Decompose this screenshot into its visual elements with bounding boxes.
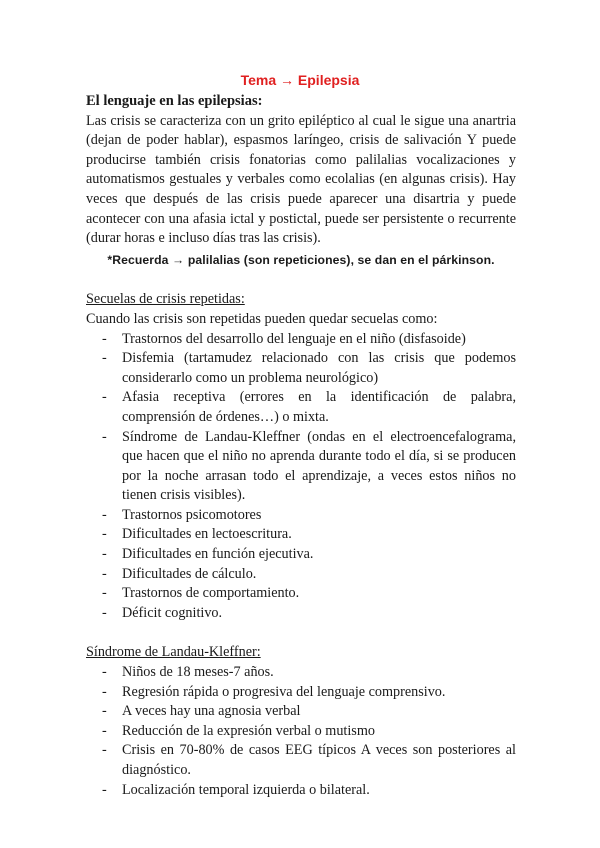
secuelas-list	[86, 330, 516, 624]
list-item: - Dificultades en lectoescritura.	[86, 525, 516, 545]
section-heading-secuelas: Secuelas de crisis repetidas:	[86, 291, 245, 308]
page-title: Tema → Epilepsia	[240, 72, 360, 88]
list-item: - Disfemia (tartamudez relacionado con las crisis que podemos considerarlo como un problema neurológico)	[86, 349, 516, 388]
list-item: - Trastornos del desarrollo del lenguaje en el niño (disfasoide)	[86, 330, 516, 350]
list-item: - Trastornos psicomotores	[86, 506, 516, 526]
list-item: - Crisis en 70-80% de casos EEG típicos A veces son posteriores al diagnóstico.	[86, 741, 516, 780]
section-heading-lenguaje-epilepsias: El lenguaje en las epilepsias:	[86, 93, 263, 109]
list-item: - Trastornos de comportamiento.	[86, 584, 516, 604]
list-item: - Dificultades en función ejecutiva.	[86, 545, 516, 565]
list-item: - Localización temporal izquierda o bilateral.	[86, 781, 516, 801]
section-heading-landau-kleffner: Síndrome de Landau-Kleffner:	[86, 644, 261, 661]
list-item: - Síndrome de Landau-Kleffner (ondas en el electroencefalograma, que hacen que el niño no aprenda durante todo el día, si se producen por la noche arrasan todo el aprendizaje, a veces estos niños no tienen crisis visibles).	[86, 428, 516, 506]
list-item: - Afasia receptiva (errores en la identificación de palabra, comprensión de órdenes…) o mixta.	[86, 388, 516, 427]
section-intro-secuelas: Cuando las crisis son repetidas pueden quedar secuelas como:	[86, 310, 438, 327]
document-body	[86, 92, 516, 800]
list-item: - Regresión rápida o progresiva del lenguaje comprensivo.	[86, 683, 516, 703]
list-item: - Reducción de la expresión verbal o mutismo	[86, 722, 516, 742]
reminder-note: *Recuerda → palilalias (son repeticiones), se dan en el párkinson.	[107, 252, 495, 267]
section-paragraph-lenguaje-epilepsias: Las crisis se caracteriza con un grito epiléptico al cual le sigue una anartria (dejan de poder hablar), espasmos laríngeo, crisis de salivación Y puede producirse también crisis fonatorias como palilalias vocalizaciones y automatismos gestuales y verbales como ecolalias (en algunas crisis). Hay veces que después de las crisis puede aparecer una disartria y puede acontecer con una afasia ictal y postictal, puede ser persistente o recurrente (durar horas e incluso días tras las crisis).	[86, 112, 516, 247]
list-item: - Dificultades de cálculo.	[86, 565, 516, 585]
list-item: - Niños de 18 meses-7 años.	[86, 663, 516, 683]
landau-kleffner-list	[86, 663, 516, 800]
list-item: - A veces hay una agnosia verbal	[86, 702, 516, 722]
list-item: - Déficit cognitivo.	[86, 604, 516, 624]
